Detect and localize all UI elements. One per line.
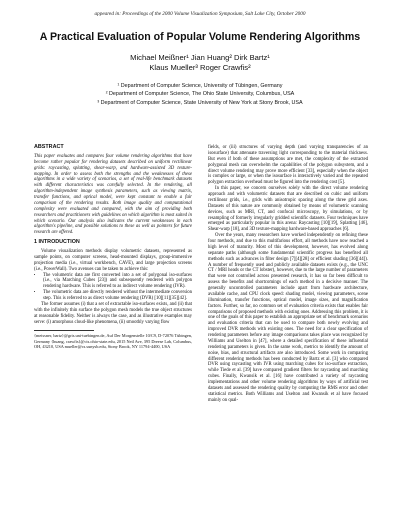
intro-bullet-list bbox=[34, 273, 192, 302]
list-item: • The volumetric data are first converted into a set of polygonal iso-surfaces (i.e., via Marching Cubes [23]) and subsequently rendered with polygon rendering hardware. This is referred to as indirect volume rendering (IVR). bbox=[43, 273, 192, 291]
abstract-text: This paper evaluates and compares four volume rendering algorithms that have become rather popular for rendering datasets described on uniform rectilinear grids: raycasting, splatting, shear-warp, and hardware-assisted 3D texture-mapping. In order to assess both the strengths and the weaknesses of these algorithms in a wide variety of scenarios, a set of real-life benchmark datasets with different characteristics was carefully selected. In the rendering, all algorithm-independent image synthesis parameters, such as viewing matrix, transfer functions, and optical model, were kept constant to enable a fair comparison of the rendering results. Both image quality and computational complexity were evaluated and compared, with the aim of providing both researchers and practitioners with guidelines on which algorithm is most suited in which scenario. Our analysis also indicates the current weaknesses in each algorithm's pipeline, and possible solutions to these as well as pointers for future research are offered. bbox=[34, 153, 192, 236]
intro-paragraph-1: Volume visualization methods display volumetric datasets, represented as sample points, on computer screens, head-mounted displays, group-immersive projection media (i.e., virtual workbench, CAVE), and large projection screens (i.e., PowerWall). Two avenues can be taken to achieve this: bbox=[34, 249, 192, 272]
authors-line-2: Klaus Mueller³ Roger Crawfis² bbox=[149, 63, 251, 72]
right-paragraph-1: fields, or (iii) structures of varying depth (and varying transparencies of an isosurface) that attenuate traversing light corresponding to the material thickness. But even if both of these assumptions are met, the complexity of the extracted polygonal mesh can overwhelm the capabilities of the polygon subsystem, and a direct volume rendering may prove more efficient [33], especially when the object is complex or large, or when the isosurface is interactively varied and the repeated polygon extraction overhead must be figured into the rendering cost [5]. bbox=[208, 145, 368, 186]
intro-paragraph-2: The former assumes (i) that a set of extractable iso-surfaces exists, and (ii) that with the infinitely thin surface the polygon mesh models the true object structures at reasonable fidelity. Neither is always the case, and as illustrative examples may serve: (i) amorphous cloud-like phenomena, (ii) smoothly varying flow bbox=[34, 301, 192, 325]
affiliation-3: ³ Department of Computer Science, State University of New York at Stony Brook, USA bbox=[97, 99, 303, 106]
affiliation-2: ² Department of Computer Science, The Ohio State University, Columbus, USA bbox=[105, 91, 295, 98]
affiliation-1: ¹ Department of Computer Science, University of Tübingen, Germany bbox=[117, 83, 283, 89]
authors-line-1: Michael Meißner¹ Jian Huang² Dirk Bartz¹ bbox=[130, 53, 270, 62]
right-column bbox=[208, 145, 368, 404]
footnote-contacts: {meissner, bartz}@gris.uni-tuebingen.de, Auf Der Morgenstelle 10/C9, D-72076 Tübingen, Germany {huang, crawfis}@cis.ohio-state.edu, 2015 Neil Ave, 395 Dreese Lab, Columbus, OH, 43210, USA mueller@cs.sunysb.edu, Stony Brook, NY 11794-4400, USA bbox=[34, 333, 192, 349]
right-paragraph-3: Over the years, many researchers have worked independently on refining these four methods, and due to this multifarious effort, all methods have now reached a high level of maturity. Most of this development, however, has evolved along separate paths (although some fundamental scientific progress has benefited all methods such as advances in filter design [7][4][28] or efficient shading [36][44]). A number of frequently used and publicly available datasets exists (e.g., the UNC CT / MRI heads or the CT lobster), however, due to the large number of parameters that were not controlled across presented research, it has so far been difficult to assess the benefits and shortcomings of each method in a decisive manner. The generally uncontrolled parameters include apart from hardware architecture, available cache, and CPU clock speed: shading model, viewing parameters, scene illumination, transfer functions, optical model, image sizes, and magnification factors. Further, so far, no common set of evaluation criteria exists that enables fair comparisons of proposed methods with existing ones. Addressing this problem, it is one of the goals of this paper to establish an appropriate set of benchmark scenarios and evaluation criteria that can be used to compare both newly evolving and improved DVR methods with existing ones. The need for a clear specification of rendering parameters before any image comparisons takes place was recognized by Williams and Uselton in [47], where a detailed specification of these influential rendering parameters is given. In the same work, metrics to identify the amount of noise, bias, and structural artifacts are also introduced. Some work in comparing different rendering methods has been conducted by Bartz et al. [3] who compared DVR using raycasting with IVR using marching cubes for iso-surface extraction, while Tiede et al. [39] have compared gradient filters for raycasting and marching cubes. Finally, Kwansik et al. [16] have contributed a variety of raycasting implementations and other volume rendering algorithms by ways of artificial test datasets and assessed the rendering quality by computing the RMS error and other statistical metrics. Both Williams and Uselton and Kwansik et al have focused mainly on qual- bbox=[208, 233, 368, 403]
left-column bbox=[34, 145, 192, 349]
paper-title: A Practical Evaluation of Popular Volume Rendering Algorithms bbox=[39, 31, 361, 43]
right-paragraph-2: In this paper, we concern ourselves solely with the direct volume rendering approach and with volumetric datasets that are described on cubic and uniform rectilinear grids, i.e., grids with anisotropic spacing along the three grid axes. Datasets of this nature are commonly obtained by means of volumetric scanning devices, such as MRI, CT, and confocal microscopy, by simulations, or by resampling of formerly irregularly gridded scientific datasets. Four techniques have emerged as particularly popular in this arena: Raycasting [10][19], Splatting [46], Shear-warp [18], and 3D texture-mapping hardware-based approaches [6]. bbox=[208, 186, 368, 233]
list-item: • The volumetric data are directly rendered without the intermediate conversion step. This is referred to as direct volume rendering (DVR) [10][11][35][42]. bbox=[43, 290, 192, 302]
affiliations bbox=[0, 82, 400, 107]
footnote-rule bbox=[34, 330, 94, 331]
running-head: appeared in: Proceedings of the 2000 Volume Visualization Symposium, Salt Lake City, October 2000 bbox=[94, 11, 306, 17]
intro-heading: 1 INTRODUCTION bbox=[34, 239, 80, 246]
abstract-heading: ABSTRACT bbox=[34, 144, 64, 150]
